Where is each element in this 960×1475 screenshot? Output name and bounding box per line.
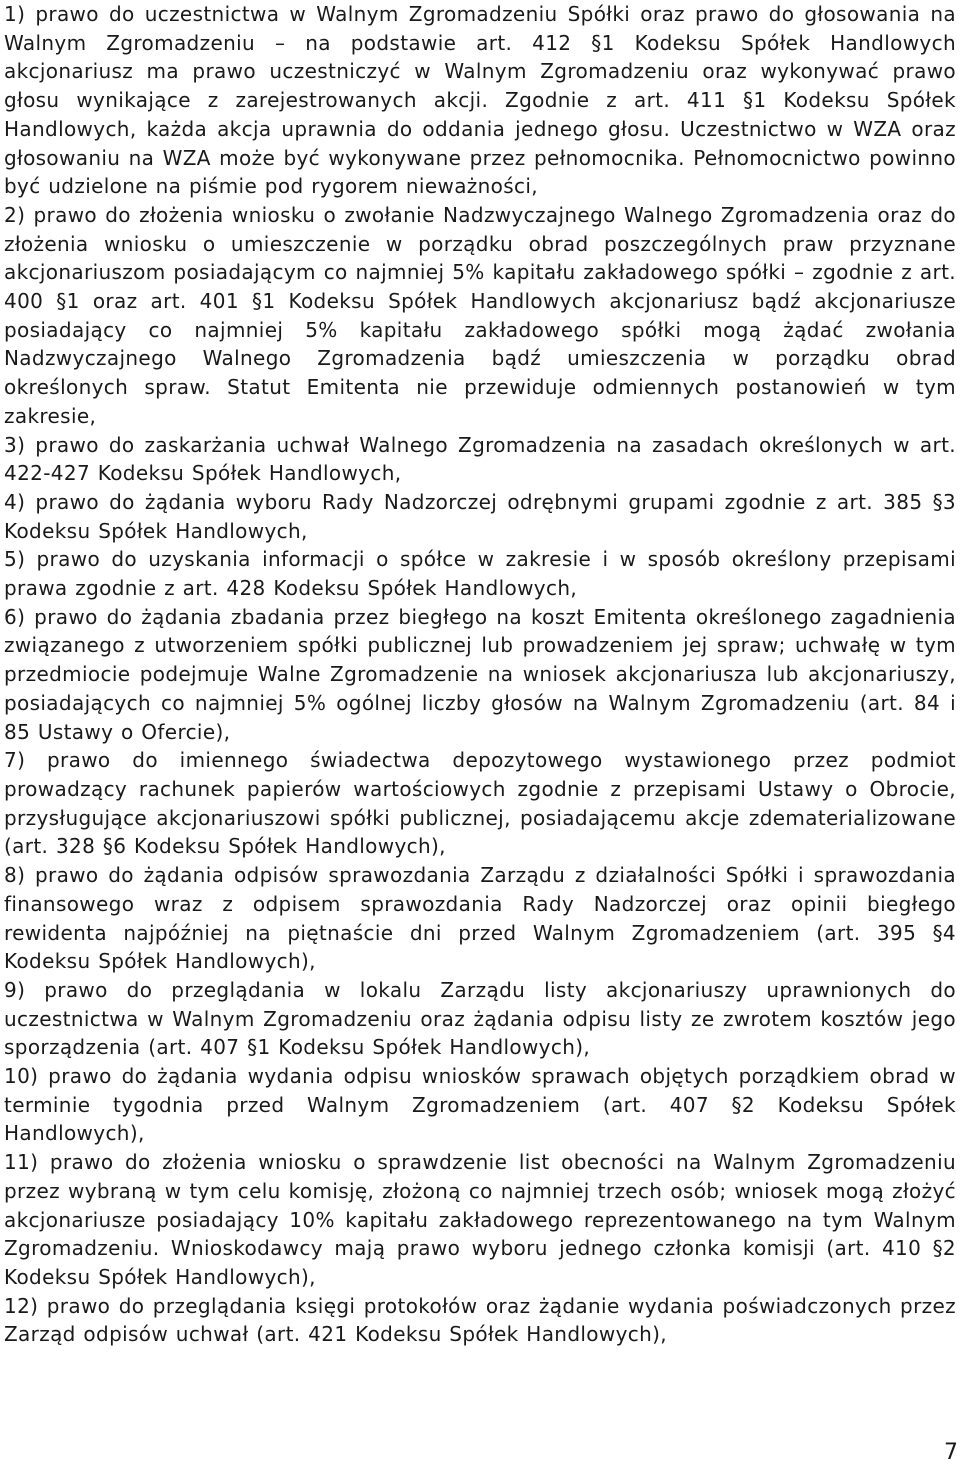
paragraph-right-10: 10) prawo do żądania wydania odpisu wniosków sprawach objętych porządkiem obrad w terminie tygodnia przed Walnym Zgromadzeniem (art. 407 §2 Kodeksu Spółek Handlowych), [4,1064,956,1146]
page-number: 7 [944,1440,958,1465]
paragraph-right-11: 11) prawo do złożenia wniosku o sprawdzenie list obecności na Walnym Zgromadzeniu przez wybraną w tym celu komisję, złożoną co najmniej trzech osób; wniosek mogą złożyć akcjonariusze posiadający 10% kapitału zakładowego reprezentowanego na tym Walnym Zgromadzeniu. Wnioskodawcy mają prawo wyboru jednego członka komisji (art. 410 §2 Kodeksu Spółek Handlowych), [4,1150,956,1289]
paragraph-right-7: 7) prawo do imiennego świadectwa depozytowego wystawionego przez podmiot prowadzący rachunek papierów wartościowych zgodnie z przepisami Ustawy o Obrocie, przysługujące akcjonariuszowi spółki publicznej, posiadającemu akcje zdematerializowane (art. 328 §6 Kodeksu Spółek Handlowych), [4,748,956,859]
paragraph-right-4: 4) prawo do żądania wyboru Rady Nadzorczej odrębnymi grupami zgodnie z art. 385 §3 Kodeksu Spółek Handlowych, [4,489,956,543]
document-page [4,0,956,1349]
paragraph-right-9: 9) prawo do przeglądania w lokalu Zarządu listy akcjonariuszy uprawnionych do uczestnictwa w Walnym Zgromadzeniu oraz żądania odpisu listy ze zwrotem kosztów jego sporządzenia (art. 407 §1 Kodeksu Spółek Handlowych), [4,977,956,1060]
paragraph-right-12: 12) prawo do przeglądania księgi protokołów oraz żądanie wydania poświadczonych przez Zarząd odpisów uchwał (art. 421 Kodeksu Spółek Handlowych), [4,1293,956,1347]
paragraph-right-6: 6) prawo do żądania zbadania przez biegłego na koszt Emitenta określonego zagadnienia związanego z utworzeniem spółki publicznej lub prowadzeniem jej spraw; uchwałę w tym przedmiocie podejmuje Walne Zgromadzenie na wniosek akcjonariusza lub akcjonariuszy, posiadających co najmniej 5% ogólnej liczby głosów na Walnym Zgromadzeniu (art. 84 i 85 Ustawy o Ofercie), [4,604,956,744]
paragraph-right-3: 3) prawo do zaskarżania uchwał Walnego Zgromadzenia na zasadach określonych w art. 422-427 Kodeksu Spółek Handlowych, [4,432,956,486]
paragraph-right-5: 5) prawo do uzyskania informacji o spółce w zakresie i w sposób określony przepisami prawa zgodnie z art. 428 Kodeksu Spółek Handlowych, [4,547,956,601]
paragraph-right-2: 2) prawo do złożenia wniosku o zwołanie Nadzwyczajnego Walnego Zgromadzenia oraz do złożenia wniosku o umieszczenie w porządku obrad poszczególnych praw przyznane akcjonariuszom posiadającym co najmniej 5% kapitału zakładowego spółki – zgodnie z art. 400 §1 oraz art. 401 §1 Kodeksu Spółek Handlowych akcjonariusz bądź akcjonariusze posiadający co najmniej 5% kapitału zakładowego spółki mogą żądać zwołania Nadzwyczajnego Walnego Zgromadzenia bądź umieszczenia w porządku obrad określonych spraw. Statut Emitenta nie przewiduje odmiennych postanowień w tym zakresie, [4,202,956,428]
paragraph-right-1: 1) prawo do uczestnictwa w Walnym Zgromadzeniu Spółki oraz prawo do głosowania na Walnym Zgromadzeniu – na podstawie art. 412 §1 Kodeksu Spółek Handlowych akcjonariusz ma prawo uczestniczyć w Walnym Zgromadzeniu oraz wykonywać prawo głosu wynikające z zarejestrowanych akcji. Zgodnie z art. 411 §1 Kodeksu Spółek Handlowych, każda akcja uprawnia do oddania jednego głosu. Uczestnictwo w WZA oraz głosowaniu na WZA może być wykonywane przez pełnomocnika. Pełnomocnictwo powinno być udzielone na piśmie pod rygorem nieważności, [4,2,956,199]
paragraph-right-8: 8) prawo do żądania odpisów sprawozdania Zarządu z działalności Spółki i sprawozdania finansowego wraz z odpisem sprawozdania Rady Nadzorczej oraz opinii biegłego rewidenta najpóźniej na piętnaście dni przed Walnym Zgromadzeniem (art. 395 §4 Kodeksu Spółek Handlowych), [4,863,956,974]
